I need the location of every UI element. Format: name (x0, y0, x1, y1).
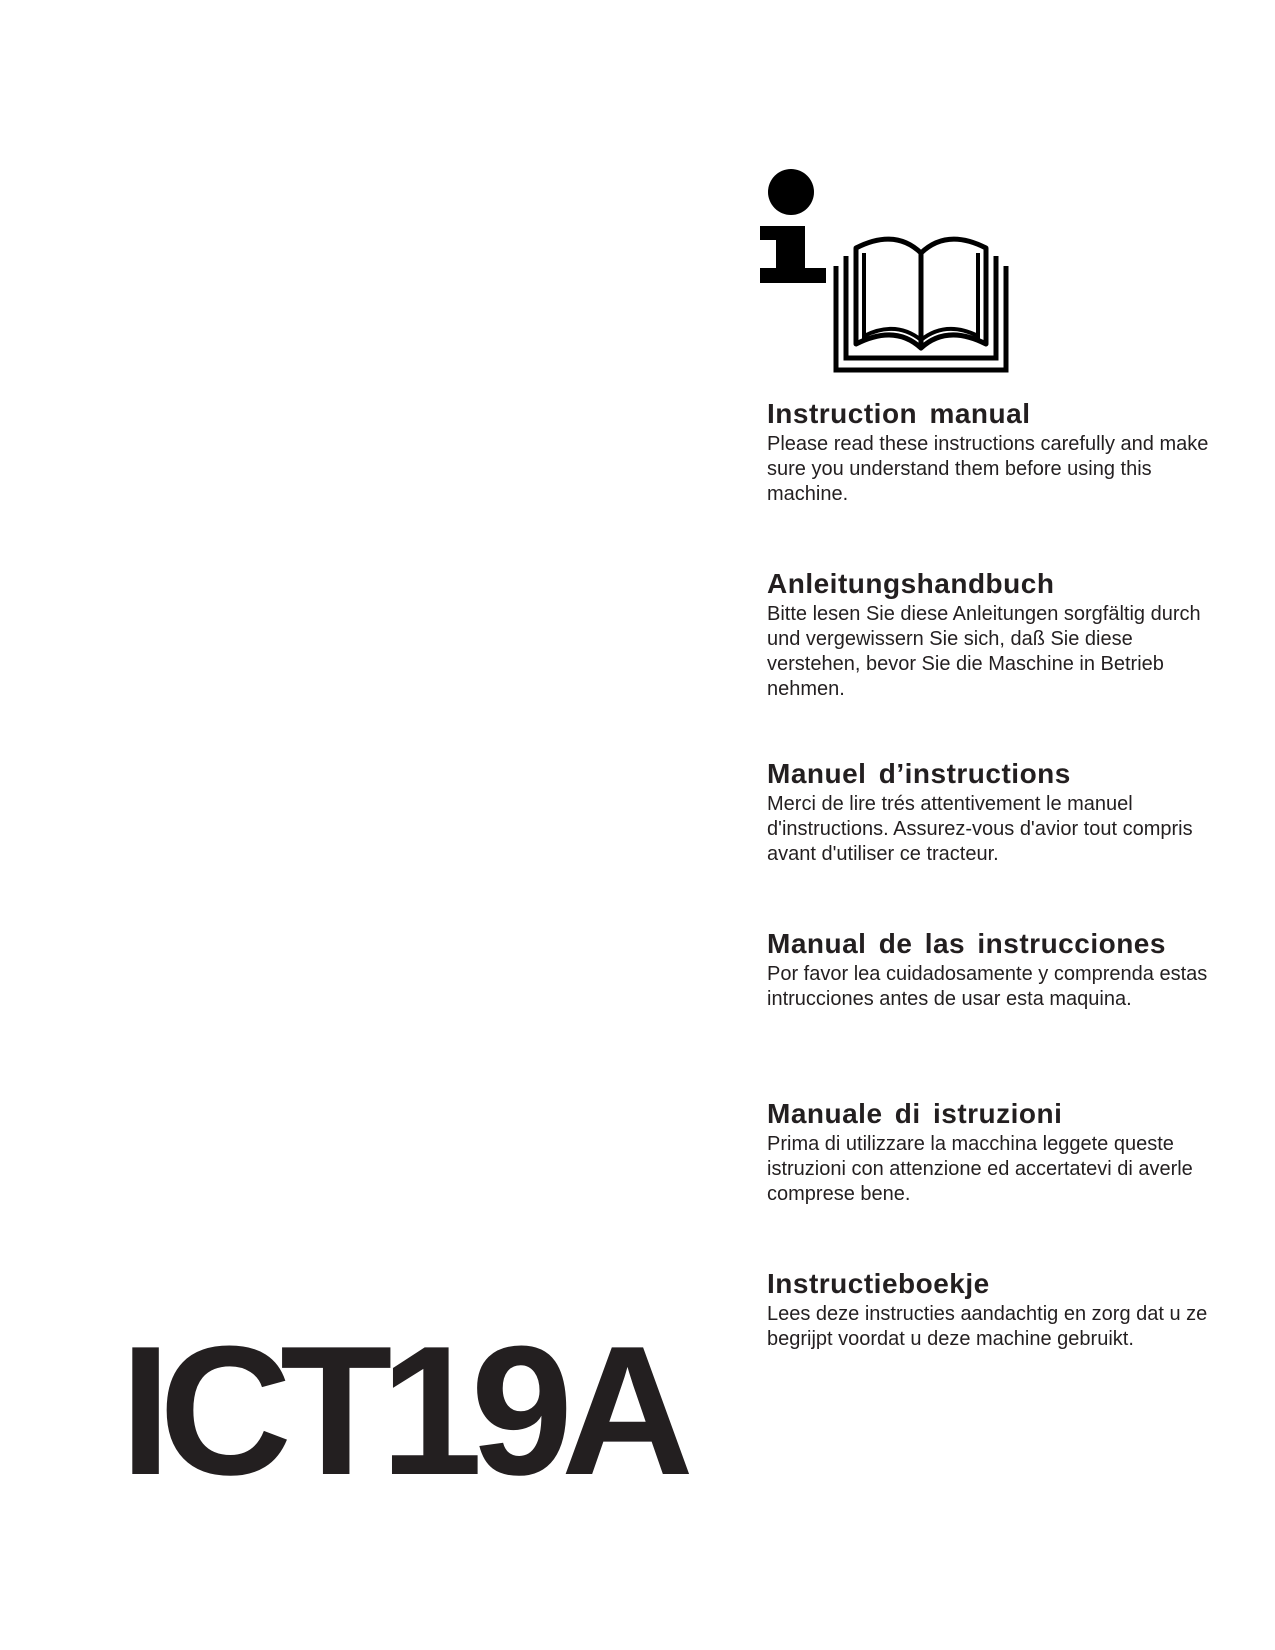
model-number: ICT19A (120, 1307, 682, 1513)
section-dutch (767, 1268, 1227, 1352)
section-title: Manuel d’instructions (767, 758, 1071, 789)
section-french (767, 758, 1227, 867)
section-body: Por favor lea cuidadosamente y comprenda estas intrucciones antes de usar esta maquina. (767, 963, 1208, 1010)
section-english (767, 398, 1227, 507)
info-stem (760, 226, 826, 283)
section-spanish (767, 928, 1227, 1012)
section-body: Bitte lesen Sie diese Anleitungen sorgfältig durch und vergewissern Sie sich, daß Sie diese verstehen, bevor Sie die Maschine in Betrieb nehmen. (767, 603, 1201, 700)
section-title: Manual de las instrucciones (767, 928, 1166, 959)
section-body: Merci de lire trés attentivement le manuel d'instructions. Assurez-vous d'avior tout compris avant d'utiliser ce tracteur. (767, 793, 1193, 865)
section-body: Prima di utilizzare la macchina leggete queste istruzioni con attenzione ed accertatevi di averle comprese bene. (767, 1133, 1193, 1205)
section-german (767, 568, 1227, 702)
info-dot (768, 169, 814, 215)
section-body: Lees deze instructies aandachtig en zorg dat u ze begrijpt voordat u deze machine gebruikt. (767, 1303, 1208, 1350)
section-title: Instructieboekje (767, 1268, 990, 1299)
section-italian (767, 1098, 1227, 1207)
section-title: Manuale di istruzioni (767, 1098, 1063, 1129)
section-title: Anleitungshandbuch (767, 568, 1055, 599)
section-title: Instruction manual (767, 398, 1031, 429)
info-book-icon (760, 168, 1015, 373)
section-body: Please read these instructions carefully and make sure you understand them before using this machine. (767, 433, 1209, 505)
